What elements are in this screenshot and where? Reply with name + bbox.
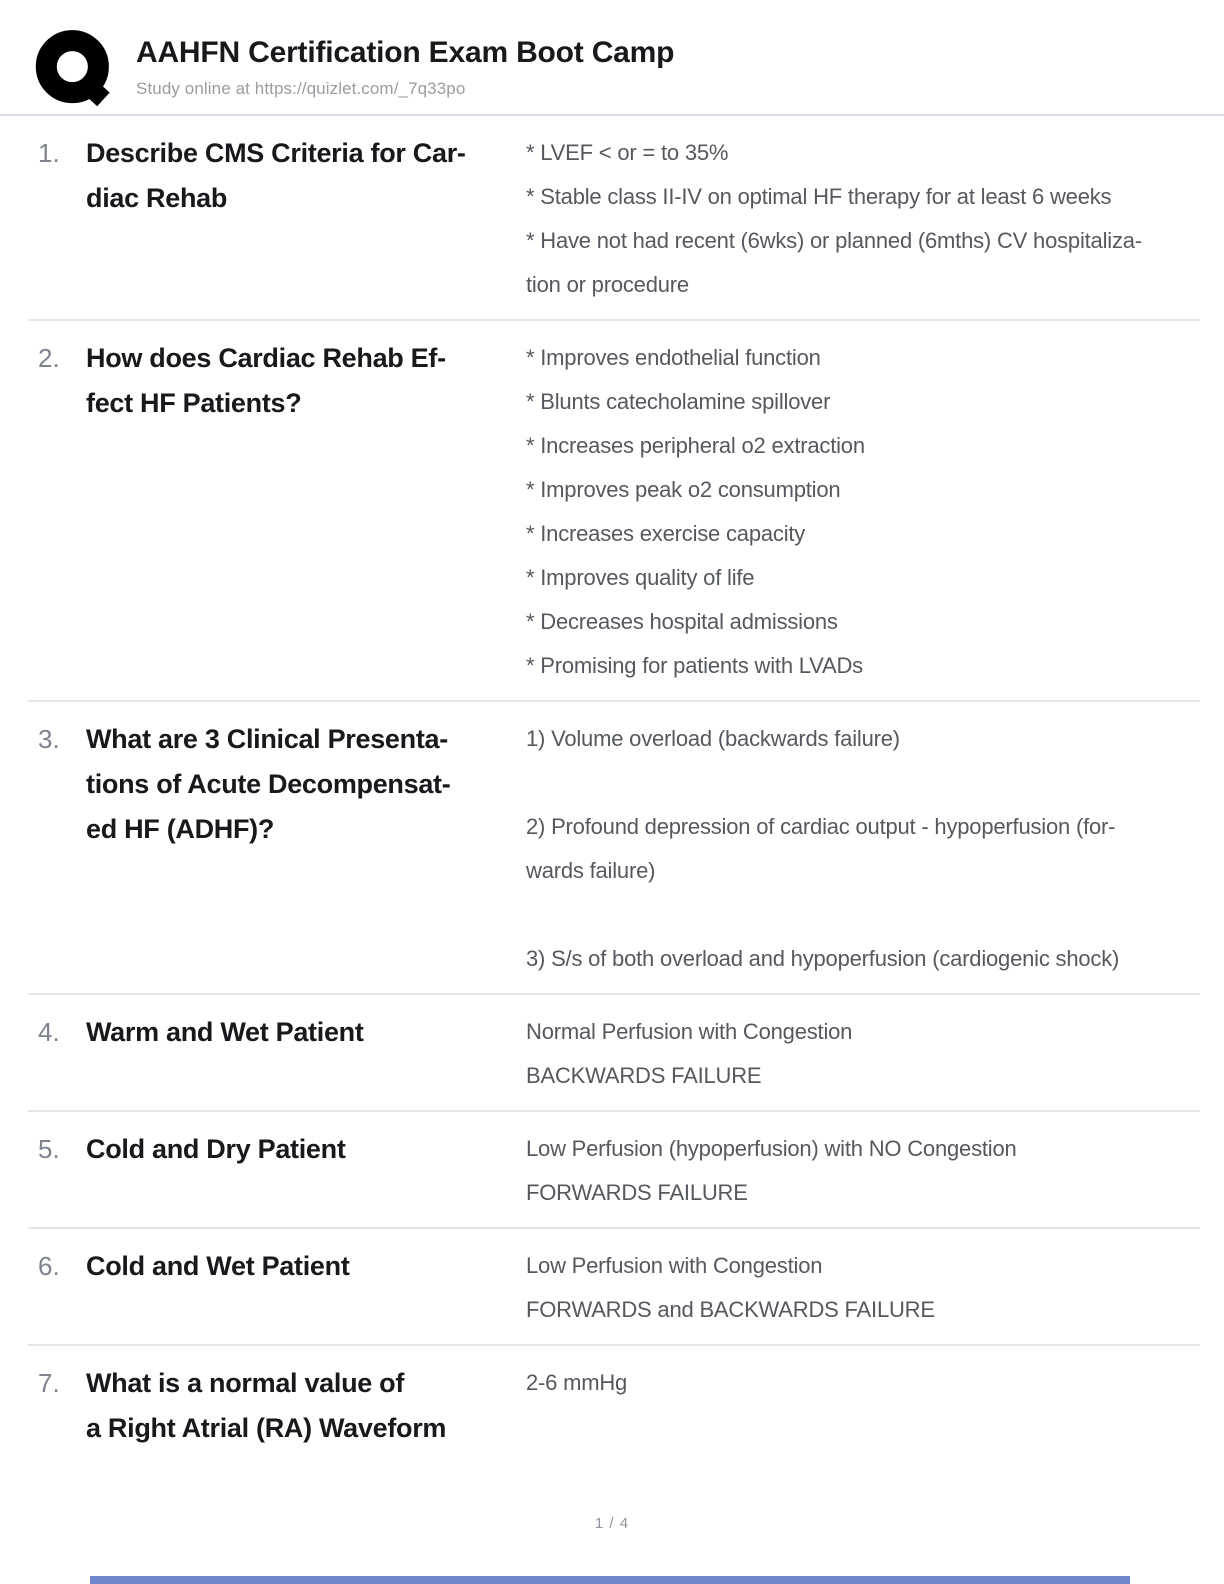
page-title: AAHFN Certification Exam Boot Camp bbox=[136, 36, 675, 69]
card-row bbox=[28, 1110, 1200, 1227]
card-answer bbox=[526, 1127, 1200, 1215]
card-question-line: tions of Acute Decompensat- bbox=[86, 769, 451, 799]
card-row bbox=[28, 1227, 1200, 1344]
q-letter-icon bbox=[30, 28, 118, 112]
card-number: 5. bbox=[38, 1134, 60, 1164]
card-question-line: ed HF (ADHF)? bbox=[86, 814, 275, 844]
card-question-line: Cold and Wet Patient bbox=[86, 1251, 350, 1281]
card-answer bbox=[526, 1244, 1200, 1332]
card-question-line: diac Rehab bbox=[86, 183, 228, 213]
card-list bbox=[28, 116, 1200, 1463]
card-question-line: What are 3 Clinical Presenta- bbox=[86, 724, 448, 754]
card-answer-line: Normal Perfusion with Congestion bbox=[526, 1019, 853, 1044]
card-number: 2. bbox=[38, 343, 60, 373]
bottom-accent-bar bbox=[90, 1576, 1130, 1584]
card-answer-line: * Improves peak o2 consumption bbox=[526, 477, 841, 502]
card-answer-line: * Promising for patients with LVADs bbox=[526, 653, 863, 678]
card-answer-line: FORWARDS FAILURE bbox=[526, 1180, 748, 1205]
card-answer-line: 3) S/s of both overload and hypoperfusion (cardiogenic shock) bbox=[526, 946, 1120, 971]
card-number: 1. bbox=[38, 138, 60, 168]
card-question bbox=[86, 1010, 526, 1055]
study-url-text: Study online at https://quizlet.com/_7q33po bbox=[136, 79, 466, 98]
card-question-line: Cold and Dry Patient bbox=[86, 1134, 346, 1164]
header-text bbox=[136, 28, 674, 99]
page-number: 1 / 4 bbox=[594, 1515, 630, 1532]
card-answer-line: tion or procedure bbox=[526, 272, 689, 297]
card-answer-line: 2-6 mmHg bbox=[526, 1370, 628, 1395]
quizlet-logo-icon bbox=[30, 28, 118, 112]
card-answer-line: 1) Volume overload (backwards failure) bbox=[526, 726, 900, 751]
card-row bbox=[28, 700, 1200, 993]
card-number: 7. bbox=[38, 1368, 60, 1398]
card-answer bbox=[526, 1361, 1200, 1405]
card-question bbox=[86, 131, 526, 221]
card-answer-line: Low Perfusion (hypoperfusion) with NO Congestion bbox=[526, 1136, 1017, 1161]
card-answer-line: * Improves quality of life bbox=[526, 565, 755, 590]
card-row bbox=[28, 1344, 1200, 1463]
card-answer bbox=[526, 131, 1200, 307]
card-number: 6. bbox=[38, 1251, 60, 1281]
card-answer-line: * Improves endothelial function bbox=[526, 345, 821, 370]
card-answer-line: wards failure) bbox=[526, 858, 656, 883]
card-number: 3. bbox=[38, 724, 60, 754]
card-answer bbox=[526, 1010, 1200, 1098]
card-answer-line: * Have not had recent (6wks) or planned (6mths) CV hospitaliza- bbox=[526, 228, 1142, 253]
card-answer-line: BACKWARDS FAILURE bbox=[526, 1063, 762, 1088]
card-answer-line: * Blunts catecholamine spillover bbox=[526, 389, 831, 414]
card-answer-line: * Decreases hospital admissions bbox=[526, 609, 838, 634]
card-question-line: Describe CMS Criteria for Car- bbox=[86, 138, 466, 168]
card-answer-line: Low Perfusion with Congestion bbox=[526, 1253, 823, 1278]
card-question-line: a Right Atrial (RA) Waveform bbox=[86, 1413, 447, 1443]
card-answer-line: FORWARDS and BACKWARDS FAILURE bbox=[526, 1297, 935, 1322]
card-question-line: Warm and Wet Patient bbox=[86, 1017, 364, 1047]
card-question-line: fect HF Patients? bbox=[86, 388, 302, 418]
card-answer bbox=[526, 336, 1200, 688]
card-number: 4. bbox=[38, 1017, 60, 1047]
card-question bbox=[86, 717, 526, 852]
card-question-line: How does Cardiac Rehab Ef- bbox=[86, 343, 446, 373]
card-question-line: What is a normal value of bbox=[86, 1368, 405, 1398]
card-answer-line: * LVEF < or = to 35% bbox=[526, 140, 729, 165]
card-answer-line: * Increases peripheral o2 extraction bbox=[526, 433, 865, 458]
header bbox=[0, 0, 1224, 114]
card-answer-line: * Stable class II-IV on optimal HF therapy for at least 6 weeks bbox=[526, 184, 1112, 209]
card-question bbox=[86, 1361, 526, 1451]
card-question bbox=[86, 1244, 526, 1289]
card-row bbox=[28, 319, 1200, 700]
card-question bbox=[86, 336, 526, 426]
card-question bbox=[86, 1127, 526, 1172]
card-answer-line: 2) Profound depression of cardiac output - hypoperfusion (for- bbox=[526, 814, 1116, 839]
card-answer-line: * Increases exercise capacity bbox=[526, 521, 806, 546]
card-row bbox=[28, 116, 1200, 319]
card-row bbox=[28, 993, 1200, 1110]
card-answer bbox=[526, 717, 1200, 981]
